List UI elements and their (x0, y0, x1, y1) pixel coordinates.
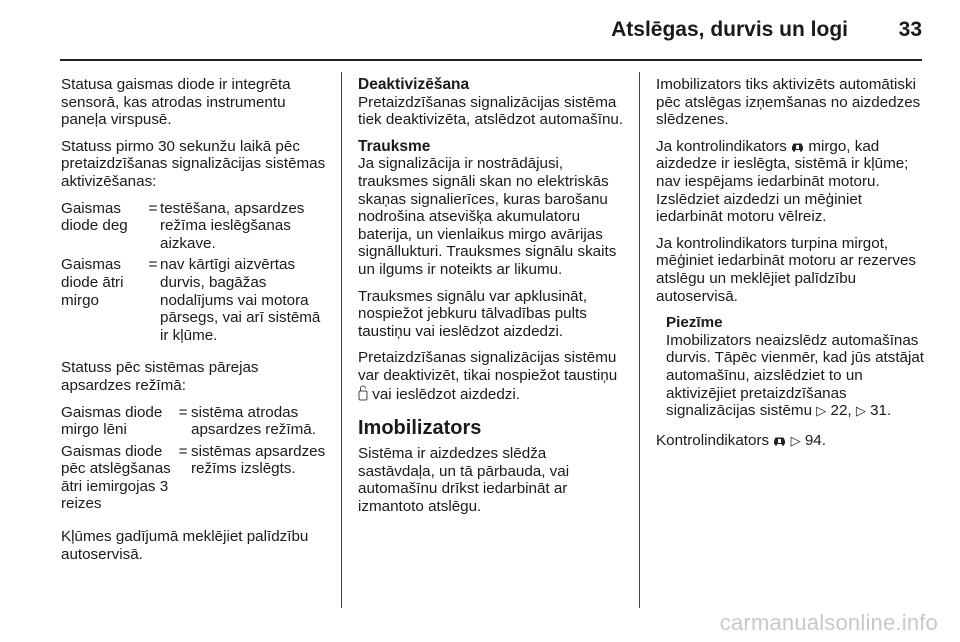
note-title: Piezīme (666, 314, 723, 332)
header-rule (60, 59, 922, 61)
indicator-flash-a: Ja kontrolindikators (656, 137, 787, 155)
page-ref-link[interactable]: 22 (830, 402, 848, 420)
status-state: Gaismas diode pēc atslēgšanas ātri iemirgojas 3 reizes (61, 442, 175, 516)
indicator-flash-text (656, 138, 926, 226)
indicator-ref-text: Kontrolindikators ▷ 94. (656, 431, 826, 449)
page-number: 33 (898, 18, 922, 41)
page-header (0, 0, 960, 62)
indicator-flash-b: mirgo, kad aizdedze ir ieslēgta, sistēmā ir kļūme; nav iespējams iedarbināt motoru. Izslēdziet aizdedzi un mēģiniet iedarbināt motoru vēlreiz. (656, 137, 909, 226)
car-lock-icon (791, 139, 804, 150)
page-ref-arrow-icon: ▷ (855, 403, 866, 419)
alarm-text-3-b: vai ieslēdzot aizdedzi. (372, 385, 520, 403)
alarm-text-2: Trauksmes signālu var apklusināt, nospiežot jebkuru tālvadības pults taustiņu vai ieslēdzot aizdedzi. (358, 287, 588, 340)
alarm-text-3-a: Pretaizdzīšanas signalizācijas sistēmu var deaktivizēt, tikai nospiežot taustiņu (358, 349, 618, 384)
deactivation-text: Pretaizdzīšanas signalizācijas sistēma tiek deaktivizēta, atslēdzot automašīnu. (358, 93, 624, 129)
status-first-30s: Statuss pirmo 30 sekunžu laikā pēc pretaizdzīšanas signalizācijas sistēmas aktivizēšanas: (61, 137, 326, 190)
car-lock-icon (773, 433, 786, 444)
page-ref-link[interactable]: 94 (804, 431, 822, 449)
indicator-continues-text: Ja kontrolindikators turpina mirgot, mēģiniet iedarbināt motoru ar rezerves atslēgu un meklējiet palīdzību autoservisā. (656, 234, 916, 305)
equals-sign: = (178, 403, 188, 421)
immobiliser-text: Sistēma ir aizdedzes slēdža sastāvdaļa, un tā pārbauda, vai automašīnu drīkst iedarbināt ar izmantoto atslēgu. (358, 445, 570, 515)
watermark: carmanualsonline.info (719, 610, 938, 635)
page-ref-arrow-icon: ▷ (790, 432, 801, 448)
page-ref-arrow-icon: ▷ (816, 403, 827, 419)
equals-sign: = (148, 199, 158, 217)
column-divider-1 (341, 72, 342, 608)
note-text: Imobilizators neaizslēdz automašīnas durvis. Tāpēc vienmēr, kad jūs atstājat automašīnu, aizslēdziet to un aktivizējiet pretaizdzīšanas signalizācijas sistēmu ▷ 22, ▷ 31. (666, 331, 925, 420)
alarm-text-3 (358, 349, 624, 403)
immobiliser-auto-text: Imobilizators tiks aktivizēts automātiski pēc atslēgas izņemšanas no aizdedzes slēdzenes. (656, 76, 921, 129)
heading-deactivation: Deaktivizēšana (358, 76, 470, 93)
fault-advice: Kļūmes gadījumā meklējiet palīdzību autoservisā. (61, 528, 309, 563)
status-meaning: nav kārtīgi aizvērtas durvis, bagāžas nodalījums vai motora pārsegs, vai arī sistēmā ir kļūme. (160, 255, 329, 347)
status-meaning: sistēmas apsardzes režīms izslēgts. (191, 442, 329, 516)
page-ref-link[interactable]: 31 (870, 402, 887, 420)
status-meaning: sistēma atrodas apsardzes režīmā. (191, 403, 316, 439)
page-title: Atslēgas, durvis un logi (611, 18, 848, 41)
note-box (666, 314, 926, 420)
alarm-text-1: Ja signalizācija ir nostrādājusi, trauksmes signāli skan no elektriskās skaņas signalierīces, kuras barošanu nodrošina atsevišķa akumulatoru baterija, un vienlaikus mirgo avārijas signāllukturi. Trauksmes signālu skaits un ilgums ir noteikts ar likumu. (358, 155, 617, 278)
status-armed-intro: Statuss pēc sistēmas pārejas apsardzes režīmā: (61, 359, 259, 394)
column-2 (358, 76, 624, 524)
heading-immobiliser: Imobilizators (358, 417, 482, 440)
key-unlock-icon (358, 385, 368, 401)
status-meaning: testēšana, apsardzes režīma ieslēgšanas aizkave. (160, 199, 305, 252)
status-state: Gaismas diode ātri mirgo (61, 255, 146, 347)
status-led-intro: Statusa gaismas diode ir integrēta sensorā, kas atrodas instrumentu paneļa virspusē. (61, 76, 291, 129)
status-table-1 (61, 200, 329, 348)
column-divider-2 (639, 72, 640, 608)
indicator-ref-label: Kontrolindikators (656, 431, 770, 449)
status-table-2 (61, 404, 329, 517)
note-body: Imobilizators neaizslēdz automašīnas durvis. Tāpēc vienmēr, kad jūs atstājat automašīnu, aizslēdziet to un aktivizējiet pretaizdzīšanas signalizācijas sistēmu (666, 331, 925, 420)
equals-sign: = (146, 255, 160, 347)
status-state: Gaismas diode mirgo lēni (61, 403, 163, 439)
column-3 (656, 76, 926, 458)
status-state: Gaismas diode deg (61, 199, 128, 235)
equals-sign: = (175, 442, 191, 516)
heading-alarm: Trauksme (358, 137, 431, 155)
column-1 (61, 76, 329, 572)
